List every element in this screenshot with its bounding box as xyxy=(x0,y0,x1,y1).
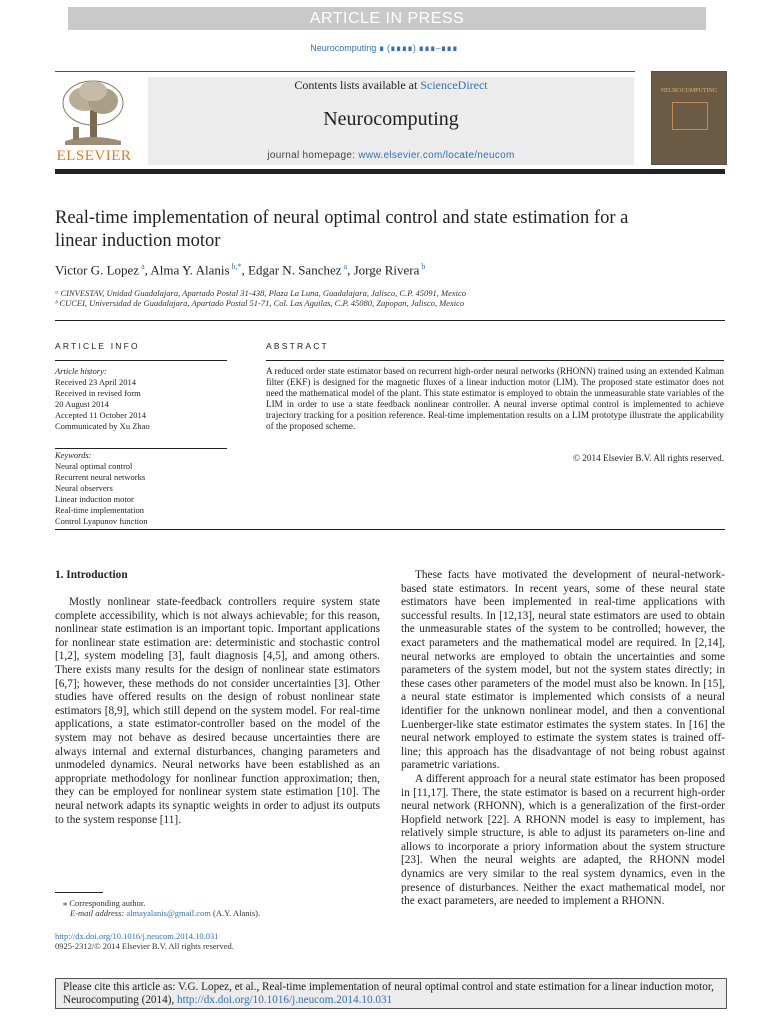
citation-text xyxy=(63,981,719,1007)
author-affiliation-mark[interactable]: a xyxy=(139,262,145,271)
doi-link[interactable]: http://dx.doi.org/10.1016/j.neucom.2014.10.031 xyxy=(55,931,219,941)
homepage-link[interactable]: www.elsevier.com/locate/neucom xyxy=(358,150,515,161)
paragraph: A different approach for a neural state estimator has been proposed in [11,17]. There, the state estimator is based on a recurrent high-order neural network (RHONN), which is a generalization of the first-order Hopfield network [22]. A RHONN model is easy to implement, has relatively simple structure, is able to adjust its parameters on-line and allows to incorporate a priory information about the system structure [23]. When the neural weights are adapted, the RHONN model dynamics are very similar to the real system dynamics, even in the presence of disturbances. Neither the exact mathematical model, nor the exact parameters, are needed to implement a RHONN. xyxy=(401,772,725,908)
article-in-press-banner: ARTICLE IN PRESS xyxy=(68,7,706,30)
history-item: Accepted 11 October 2014 xyxy=(55,410,147,420)
header-bottom-rule xyxy=(55,169,725,174)
journal-cover-image xyxy=(651,71,727,165)
contents-prefix: Contents lists available at xyxy=(294,78,421,92)
paragraph: Mostly nonlinear state-feedback controllers require system state complete accessibility, which is not always achievable; for this reason, nonlinear state estimation is an important topic. Important applications for nonlinear state estimation are: deterministic and stochastic control [1,2], system modeling [3], fault diagnosis [4,5], and among others. There exists many results for the design of nonlinear state estimators [6,7]; however, these methods do not consider uncertainties [3]. Other studies have offered results on the design of robust nonlinear state estimators [8,9], which still depend on the system model. For real-time applications, a state estimator-controller based on the model of the system may not behave as desired because uncertainties there are always internal and external disturbances, changing parameters and unmodeled dynamics. Neural networks have been established as an appropriate methodology for nonlinear function approximation; then, they can be employed for nonlinear system state estimation [10]. The neural network adapts its synaptic weights in order to adjust its outputs to the system response [11]. xyxy=(55,596,380,826)
author-separator: , xyxy=(347,262,354,278)
email-label: E-mail address: xyxy=(70,908,127,918)
cover-title: NEUROCOMPUTING xyxy=(660,88,718,94)
keyword-item: Control Lyapunov function xyxy=(55,516,148,526)
contents-line xyxy=(148,78,634,93)
keyword-item: Real-time implementation xyxy=(55,505,144,515)
citation-body: Please cite this article as: V.G. Lopez, et al., Real-time implementation of neural optimal control and state estimation for a linear induction motor, Neurocomputing (2014), xyxy=(63,981,714,1006)
right-column xyxy=(401,569,725,909)
section-heading: 1. Introduction xyxy=(55,569,128,581)
author-name: Victor G. Lopez xyxy=(55,262,140,278)
author-affiliation-mark[interactable]: a xyxy=(341,262,348,271)
elsevier-logo xyxy=(55,75,133,165)
article-info-heading: ARTICLE INFO xyxy=(55,341,140,351)
history-item: Received 23 April 2014 xyxy=(55,377,136,387)
divider xyxy=(55,448,227,449)
cover-graphic xyxy=(672,102,708,130)
journal-title: Neurocomputing xyxy=(323,108,459,130)
homepage-prefix: journal homepage: xyxy=(267,150,359,161)
citation-box xyxy=(55,978,727,1009)
author-name: Alma Y. Alanis xyxy=(150,262,230,278)
keyword-item: Recurrent neural networks xyxy=(55,472,146,482)
history-item: Communicated by Xu Zhao xyxy=(55,421,150,431)
header-top-rule xyxy=(55,71,635,72)
divider xyxy=(55,320,725,321)
author-name: Jorge Rivera xyxy=(353,262,420,278)
issn-note: 0925-2312/© 2014 Elsevier B.V. All rights reserved. xyxy=(55,941,234,951)
keywords xyxy=(55,450,235,527)
abstract-heading: ABSTRACT xyxy=(266,341,329,351)
sciencedirect-link[interactable]: ScienceDirect xyxy=(420,78,488,92)
keywords-label: Keywords: xyxy=(55,450,92,460)
keyword-item: Neural optimal control xyxy=(55,461,133,471)
author-list xyxy=(55,262,715,278)
paragraph: These facts have motivated the development of neural-network-based state estimators. In recent years, some of these neural state estimators have been implemented in real-time applications with successful results. In [12,13], neural state estimators are used to obtain the unmeasurable states of the system to be controlled; however, the exact parameters and the mathematical model are required. In [2,14], neural networks are employed to obtain the uncertainties and some parameters of the system model, but not the system states directly; in these cases other parameters of the model must also be known. In [15], a neural state estimator is implemented which consists of a neural identifier for the unknown nonlinear model, and then a conventional Luenberger-like state estimator estimates the system states. In [16] the neural network employed to estimate the system states is trained off-line; this approach has the disadvantage of not being robust against parametric variations. xyxy=(401,569,725,772)
author-affiliation-mark[interactable]: b xyxy=(419,262,426,271)
author-separator: , xyxy=(241,262,249,278)
doi-note xyxy=(55,931,218,941)
history-label: Article history: xyxy=(55,366,107,376)
journal-homepage xyxy=(148,150,634,161)
article-title: Real-time implementation of neural optimal control and state estimation for a linear induction motor xyxy=(55,208,629,251)
keyword-item: Linear induction motor xyxy=(55,494,134,504)
citation-doi-link[interactable]: http://dx.doi.org/10.1016/j.neucom.2014.10.031 xyxy=(177,994,393,1006)
left-column xyxy=(55,596,380,827)
author-separator: , xyxy=(144,262,151,278)
author-affiliation-mark[interactable]: b,* xyxy=(229,262,242,271)
keywords-list xyxy=(55,461,235,527)
affiliation-b: ᵇ CUCEI, Universidad de Guadalajara, Apartado Postal 51-71, Col. Las Aguilas, C.P. 45080, Zapopan, Jalisco, Mexico xyxy=(55,298,465,308)
article-history xyxy=(55,366,235,432)
divider xyxy=(266,360,724,361)
email-suffix: (A.Y. Alanis). xyxy=(210,908,261,918)
abstract-copyright: © 2014 Elsevier B.V. All rights reserved. xyxy=(573,453,724,463)
email-link[interactable]: almayalanis@gmail.com xyxy=(126,908,211,918)
history-list xyxy=(55,377,235,432)
history-item: Received in revised form xyxy=(55,388,141,398)
divider xyxy=(55,360,227,361)
keyword-item: Neural observers xyxy=(55,483,113,493)
footnote-rule xyxy=(55,892,103,893)
abstract-text: A reduced order state estimator based on recurrent high-order neural networks (RHONN) trained using an extended Kalman filter (EKF) is designed for the magnetic fluxes of a linear induction motor (LIM). The proposed state estimator does not need the mathematical model of the plant. This state estimator is employed to obtain the unmeasurable state variables of the LIM in order to use a state feedback nonlinear controller. A neural inverse optimal control is implemented to achieve trajectory tracking for a position reference. Real-time implementation results on a LIM prototype illustrate the applicability of the proposed scheme. xyxy=(266,366,724,431)
publisher-name: ELSEVIER xyxy=(56,148,132,164)
author-name: Edgar N. Sanchez xyxy=(248,262,342,278)
history-item: 20 August 2014 xyxy=(55,399,109,409)
affiliation-a: ᵃ CINVESTAV, Unidad Guadalajara, Apartado Postal 31-438, Plaza La Luna, Guadalajara, Jalisco, C.P. 45091, Mexico xyxy=(55,288,467,298)
journal-reference[interactable]: Neurocomputing ∎ (∎∎∎∎) ∎∎∎–∎∎∎ xyxy=(310,43,458,53)
email-note xyxy=(70,908,260,918)
corresponding-author-note: ⁎ Corresponding author. xyxy=(63,898,146,908)
divider xyxy=(55,529,725,530)
